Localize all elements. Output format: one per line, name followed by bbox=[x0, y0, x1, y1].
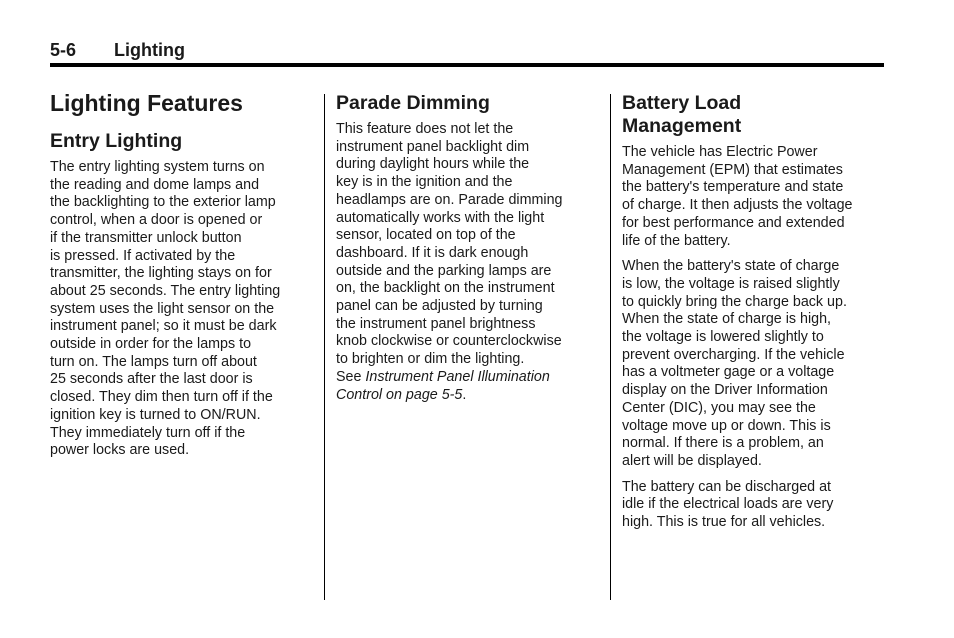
paragraph-parade-dimming bbox=[336, 121, 598, 404]
paragraph-line: Control on page 5-5. bbox=[336, 386, 467, 403]
paragraph-line: outside in order for the lamps to bbox=[50, 336, 252, 353]
cross-reference[interactable]: Control on page 5-5 bbox=[336, 386, 463, 403]
paragraph-line: 25 seconds after the last door is bbox=[50, 371, 253, 388]
paragraph-entry-lighting bbox=[50, 159, 312, 460]
paragraph-line: power locks are used. bbox=[50, 442, 190, 459]
paragraph-line: Management (EPM) that estimates bbox=[622, 161, 843, 178]
paragraph-line: This feature does not let the bbox=[336, 121, 514, 137]
page-title: Lighting Features bbox=[50, 90, 243, 116]
paragraph-line: for best performance and extended bbox=[622, 214, 845, 231]
paragraph-line: the instrument panel brightness bbox=[336, 315, 536, 332]
column-1 bbox=[50, 88, 312, 468]
paragraph-line: normal. If there is a problem, an bbox=[622, 435, 824, 452]
page-number: 5-6 bbox=[50, 40, 77, 60]
paragraph-line: to brighten or dim the lighting. bbox=[336, 351, 525, 368]
paragraph-battery-discharge bbox=[622, 479, 884, 532]
paragraph-line: is pressed. If activated by the bbox=[50, 247, 236, 264]
paragraph-line: transmitter, the lighting stays on for bbox=[50, 265, 272, 282]
paragraph-line: system uses the light sensor on the bbox=[50, 300, 275, 317]
paragraph-line: The battery can be discharged at bbox=[622, 478, 832, 495]
paragraph-line: is low, the voltage is raised slightly bbox=[622, 275, 840, 292]
paragraph-line: outside and the parking lamps are bbox=[336, 262, 552, 279]
section-name: Lighting bbox=[114, 40, 185, 60]
paragraph-line: about 25 seconds. The entry lighting bbox=[50, 282, 281, 299]
paragraph-line: closed. They dim then turn off if the bbox=[50, 389, 273, 406]
paragraph-battery-charge bbox=[622, 258, 884, 470]
paragraph-line: to quickly bring the charge back up. bbox=[622, 293, 847, 310]
page-header bbox=[50, 40, 884, 62]
paragraph-line: sensor, located on top of the bbox=[336, 227, 516, 244]
paragraph-line: When the battery's state of charge bbox=[622, 258, 840, 275]
paragraph-line: prevent overcharging. If the vehicle bbox=[622, 346, 845, 363]
paragraph-line: the reading and dome lamps and bbox=[50, 176, 260, 193]
paragraph-line: panel can be adjusted by turning bbox=[336, 298, 543, 315]
paragraph-line: turn on. The lamps turn off about bbox=[50, 353, 257, 370]
paragraph-line: life of the battery. bbox=[622, 232, 731, 249]
paragraph-line: key is in the ignition and the bbox=[336, 174, 513, 191]
heading-battery-load-management: Battery Load Management bbox=[622, 92, 742, 137]
paragraph-line: during daylight hours while the bbox=[336, 156, 530, 173]
heading-entry-lighting: Entry Lighting bbox=[50, 130, 183, 152]
paragraph-line: the backlighting to the exterior lamp bbox=[50, 194, 276, 211]
paragraph-line: See Instrument Panel Illumination bbox=[336, 368, 550, 385]
paragraph-line: headlamps are on. Parade dimming bbox=[336, 191, 563, 208]
paragraph-line: high. This is true for all vehicles. bbox=[622, 514, 826, 531]
paragraph-line: on, the backlight on the instrument bbox=[336, 280, 555, 297]
paragraph-line: knob clockwise or counterclockwise bbox=[336, 333, 562, 350]
paragraph-line: has a voltmeter gage or a voltage bbox=[622, 364, 835, 381]
paragraph-line: idle if the electrical loads are very bbox=[622, 496, 834, 513]
paragraph-line: instrument panel backlight dim bbox=[336, 138, 530, 155]
cross-reference[interactable]: Instrument Panel Illumination bbox=[365, 368, 550, 385]
paragraph-line: the battery's temperature and state bbox=[622, 179, 844, 196]
paragraph-line: automatically works with the light bbox=[336, 209, 545, 226]
paragraph-line: control, when a door is opened or bbox=[50, 212, 263, 229]
column-divider-1 bbox=[324, 94, 325, 600]
paragraph-line: ignition key is turned to ON/RUN. bbox=[50, 406, 261, 423]
paragraph-line: of charge. It then adjusts the voltage bbox=[622, 197, 853, 214]
paragraph-line: voltage move up or down. This is bbox=[622, 417, 831, 434]
heading-parade-dimming: Parade Dimming bbox=[336, 92, 490, 114]
paragraph-line: the voltage is lowered slightly to bbox=[622, 329, 824, 346]
paragraph-line: display on the Driver Information bbox=[622, 382, 828, 399]
paragraph-line: dashboard. If it is dark enough bbox=[336, 244, 529, 261]
paragraph-line: When the state of charge is high, bbox=[622, 311, 832, 328]
paragraph-line: if the transmitter unlock button bbox=[50, 229, 242, 246]
column-3 bbox=[622, 88, 884, 540]
column-divider-2 bbox=[610, 94, 611, 600]
paragraph-line: The vehicle has Electric Power bbox=[622, 144, 818, 160]
paragraph-line: The entry lighting system turns on bbox=[50, 159, 265, 175]
paragraph-line: They immediately turn off if the bbox=[50, 424, 246, 441]
paragraph-battery-epm bbox=[622, 144, 884, 250]
header-rule bbox=[50, 63, 884, 67]
paragraph-line: Center (DIC), you may see the bbox=[622, 399, 816, 416]
paragraph-line: alert will be displayed. bbox=[622, 452, 762, 469]
paragraph-line: instrument panel; so it must be dark bbox=[50, 318, 277, 335]
column-2 bbox=[336, 88, 598, 412]
